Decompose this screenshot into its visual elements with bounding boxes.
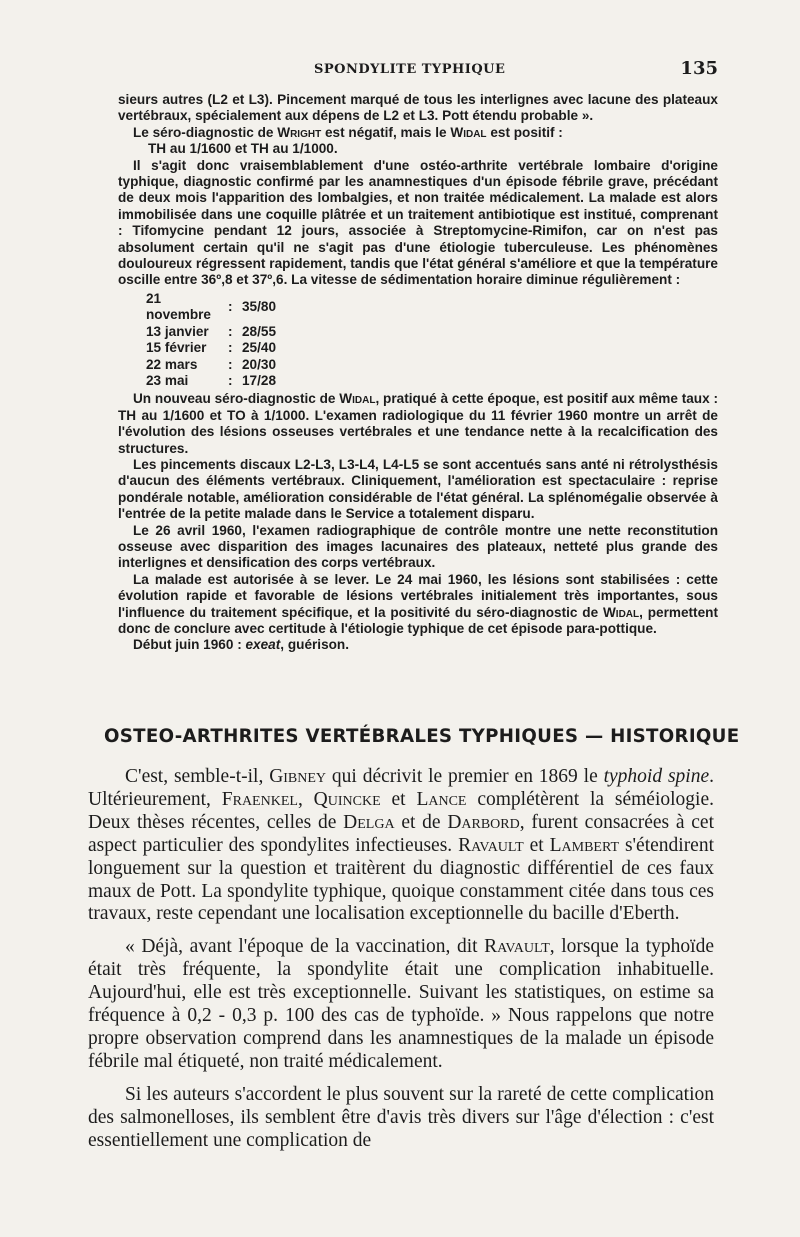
table-cell-date: 15 février [146,340,207,356]
table-cell-value: 25/40 [242,340,277,356]
table-row [146,357,276,373]
author-name: Lambert [549,834,620,856]
table-cell-date: 21 novembre [146,290,211,323]
table-cell-value: 17/28 [242,372,277,388]
author-name: Lance [416,788,467,810]
table-cell-separator: : [228,299,233,315]
case-report-text [118,92,718,654]
table-cell-separator: : [228,356,233,372]
author-name: Darbord [447,811,520,833]
paragraph: sieurs autres (L2 et L3). Pincement marqué de tous les interlignes avec lacune des plateaux vertébraux, spécialement aux dépens de L2 et L3. Pott étendu probable ». [118,92,718,124]
sedimentation-table [146,291,276,389]
table-row [146,291,276,324]
author-name: Delga [343,811,395,833]
paragraph: « Déjà, avant l'époque de la vaccination, dit Ravault, lorsque la typhoïde était très fréquente, la spondylite était une complication inhabituelle. Aujourd'hui, elle est très exceptionnelle. Suivant les statistiques, on estime sa fréquence à 0,2 - 0,3 p. 100 des cas de typhoïde. » Nous rappelons que notre propre observation comprend dans les anamnestiques de la malade un épisode fébrile mal étiqueté, non traité médicalement. [88,936,715,1072]
paragraph: Début juin 1960 : exeat, guérison. [132,637,350,653]
table-cell-value: 28/55 [242,323,277,339]
author-name: Gibney [269,766,327,787]
table-row [146,340,276,356]
author-name: Widal [602,604,640,620]
author-name: Fraenkel [221,788,298,810]
author-name: Widal [339,391,376,407]
table-cell-separator: : [228,372,233,388]
paragraph: La malade est autorisée à se lever. Le 24 mai 1960, les lésions sont stabilisées : cette évolution rapide et favorable de lésions vertébrales initialement très importantes, sous l'influence du traitement spécifique, et la positivité du séro-diagnostic de Widal, permettent donc de conclure avec certitude à l'étiologie typhique de cet épisode para-pottique. [118,571,718,636]
paragraph: Les pincements discaux L2-L3, L3-L4, L4-L5 se sont accentués sans anté ni rétrolysthésis d'aucun des éléments vertébraux. Cliniquement, l'amélioration est spectaculaire : reprise pondérale notable, amélioration considérable de l'état général. La splénomégalie observée à l'entrée de la petite malade dans le Service a totalement disparu. [118,456,718,522]
table-cell-date: 22 mars [146,356,198,372]
table-cell-separator: : [228,323,233,339]
author-name: Ravault [484,936,550,958]
history-text [88,766,714,1153]
table-row [146,324,276,340]
author-name: Ravault [458,834,524,856]
section-heading: OSTEO-ARTHRITES VERTÉBRALES TYPHIQUES — HISTORIQUE [104,726,740,747]
italic-term: typhoid spine [603,766,710,787]
table-cell-value: 20/30 [242,356,277,372]
author-name: Widal [450,124,487,140]
author-name: Quincke [313,788,381,810]
author-name: Wright [277,124,322,140]
table-cell-value: 35/80 [242,299,277,315]
table-row [146,373,276,389]
running-title: SPONDYLITE TYPHIQUE [314,62,506,77]
paragraph: Le 26 avril 1960, l'examen radiographique de contrôle montre une nette reconstitution osseuse avec disparition des images lacunaires des plateaux, netteté plus grande des interlignes et densification des corps vertébraux. [118,522,718,571]
paragraph: Le séro-diagnostic de Wright est négatif, mais le Widal est positif : [132,124,563,140]
table-cell-date: 23 mai [146,372,189,388]
table-cell-separator: : [228,340,233,356]
serology-result: TH au 1/1600 et TH au 1/1000. [148,141,338,157]
paragraph: C'est, semble-t-il, Gibney qui décrivit le premier en 1869 le typhoid spine. Ultérieurement, Fraenkel, Quincke et Lance complétèrent la séméiologie. Deux thèses récentes, celles de Delga et de Darbord, furent consacrées à cet aspect particulier des spondylites infectieuses. Ravault et Lambert s'étendirent longuement sur la question et traitèrent du diagnostic différentiel de ces faux maux de Pott. La spondylite typhique, quoique constamment citée dans tous ces travaux, reste cependant une localisation exceptionnelle du bacille d'Eberth. [88,766,715,925]
page-number: 135 [680,58,718,79]
table-cell-date: 13 janvier [146,323,209,339]
paragraph: Il s'agit donc vraisemblablement d'une ostéo-arthrite vertébrale lombaire d'origine typhique, diagnostic confirmé par les anamnestiques d'un épisode fébrile grave, précédant de deux mois l'apparition des lombalgies, et non traitée médicalement. La malade est alors immobilisée dans une coquille plâtrée et un traitement antibiotique est institué, comprenant : Tifomycine pendant 12 jours, associée à Streptomycine-Rimifon, car on n'est pas absolument certain qu'il ne s'agit pas d'une étiologie tuberculeuse. Les phénomènes douloureux régressent rapidement, tandis que l'état général s'améliore et que la température oscille entre 36º,8 et 37º,6. La vitesse de sédimentation horaire diminue régulièrement : [118,157,718,288]
italic-term: exeat [245,637,281,653]
paragraph: Un nouveau séro-diagnostic de Widal, pratiqué à cette époque, est positif aux même taux : TH au 1/1600 et TO à 1/1000. L'examen radiologique du 11 février 1960 montre un arrêt de l'évolution des lésions osseuses vertébrales et une tendance nette à la recalcification des structures. [118,391,718,456]
paragraph: Si les auteurs s'accordent le plus souvent sur la rareté de cette complication des salmonelloses, ils semblent être d'avis très divers sur l'âge d'élection : c'est essentiellement une complication de [88,1083,714,1151]
